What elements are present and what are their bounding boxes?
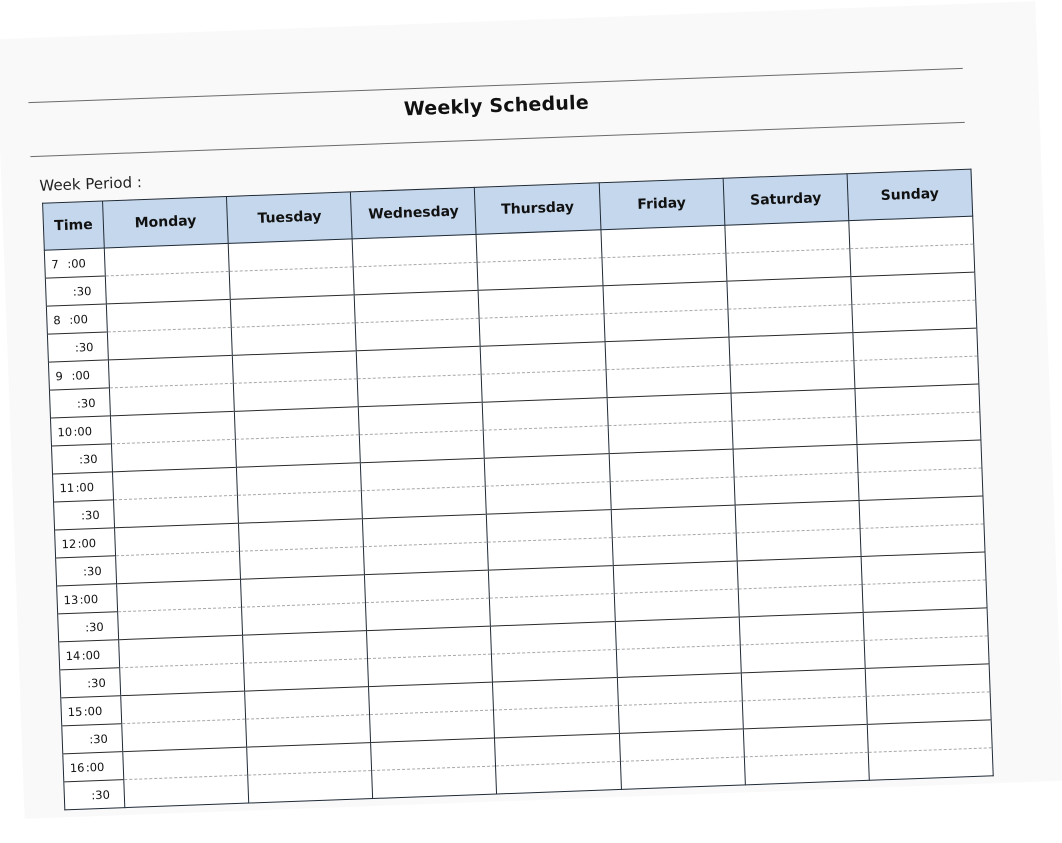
schedule-body <box>44 216 993 810</box>
time-label-hour <box>55 528 116 558</box>
hour-number: 12 <box>61 536 77 551</box>
hour-suffix: :00 <box>83 703 103 719</box>
time-label-half: :30 <box>49 388 110 418</box>
hour-suffix: :00 <box>77 535 97 551</box>
schedule-cell[interactable] <box>744 752 869 785</box>
hour-number: 9 <box>55 368 64 383</box>
day-header-tuesday: Tuesday <box>227 192 353 244</box>
hour-number: 10 <box>57 424 73 439</box>
time-label-half: :30 <box>54 500 115 530</box>
time-label-half: :30 <box>51 444 112 474</box>
hour-number: 16 <box>69 760 85 775</box>
hour-suffix: :00 <box>73 423 93 439</box>
hour-number: 15 <box>67 704 83 719</box>
week-period-label: Week Period : <box>39 173 143 195</box>
schedule-cell[interactable] <box>868 748 993 781</box>
schedule-cell[interactable] <box>248 771 373 804</box>
day-header-monday: Monday <box>103 196 229 248</box>
hour-suffix: :00 <box>75 479 95 495</box>
schedule-cell[interactable] <box>620 757 745 790</box>
time-label-half: :30 <box>62 724 123 754</box>
time-label-half: :30 <box>47 332 108 362</box>
day-header-wednesday: Wednesday <box>351 187 477 239</box>
schedule-cell[interactable] <box>496 761 621 794</box>
time-label-hour <box>44 248 105 278</box>
time-label-hour <box>46 304 107 334</box>
time-label-hour <box>48 360 109 390</box>
time-label-hour <box>50 416 111 446</box>
hour-suffix: :00 <box>79 591 99 607</box>
time-label-half: :30 <box>58 612 119 642</box>
time-label-hour <box>63 752 124 782</box>
time-label-hour <box>57 584 118 614</box>
page-title: Weekly Schedule <box>403 91 590 121</box>
day-header-saturday: Saturday <box>723 174 849 226</box>
day-header-thursday: Thursday <box>475 183 601 235</box>
hour-number: 11 <box>59 480 75 495</box>
hour-suffix: :00 <box>71 367 91 383</box>
hour-suffix: :00 <box>85 759 105 775</box>
day-header-sunday: Sunday <box>847 169 973 221</box>
schedule-table <box>42 169 994 811</box>
hour-suffix: :00 <box>67 255 87 271</box>
hour-number: 7 <box>51 256 59 271</box>
time-label-hour <box>59 640 120 670</box>
time-label-hour <box>53 472 114 502</box>
schedule-cell[interactable] <box>124 775 249 808</box>
hour-number: 8 <box>53 312 61 327</box>
time-label-half: :30 <box>45 276 106 306</box>
schedule-cell[interactable] <box>372 766 497 799</box>
time-label-half: :30 <box>64 780 125 810</box>
hour-suffix: :00 <box>81 647 101 663</box>
time-header: Time <box>43 201 105 250</box>
time-label-hour <box>61 696 122 726</box>
day-header-friday: Friday <box>599 178 725 230</box>
schedule-sheet <box>0 1 1062 819</box>
time-label-half: :30 <box>56 556 117 586</box>
hour-number: 13 <box>63 592 79 607</box>
hour-suffix: :00 <box>69 311 89 327</box>
hour-number: 14 <box>65 648 81 663</box>
time-label-half: :30 <box>60 668 121 698</box>
